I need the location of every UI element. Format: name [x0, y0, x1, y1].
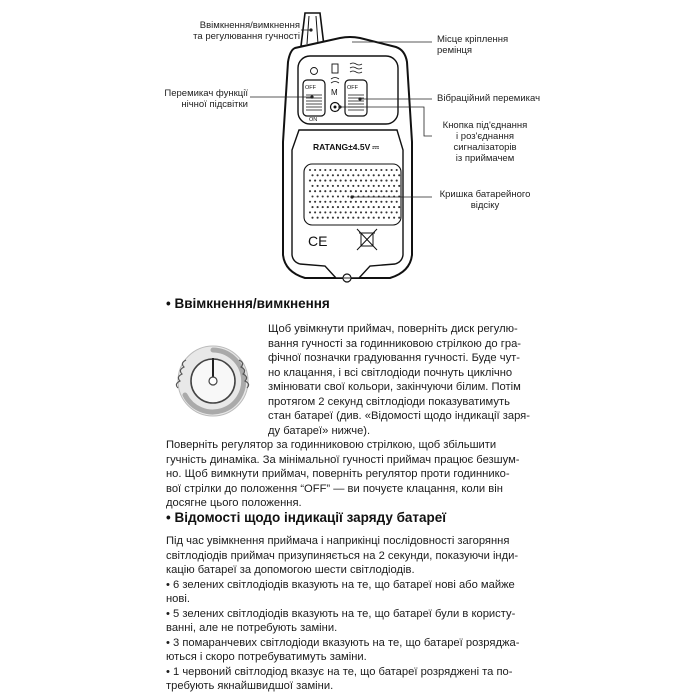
model-label: RATANG±4.5V ⎓ — [313, 142, 380, 152]
section1-intro: Щоб увімкнути приймач, поверніть диск регулю- вання гучності за годинниковою стрілкою до гра- фічної позначки градуювання гучності. Буде чут- но клацання, і всі світлодіоди почнуть циклічно змінювати свої кольори, закінчуючи білим. Потім протягом 2 секунд світлодіоди показуватимуть стан батареї (див. «Відомості щодо індикації заря- ду батареї» нижче). — [268, 323, 530, 437]
label-night-light: Перемикач функції нічної підсвітки — [164, 88, 248, 110]
label-vibration: Вібраційний перемикач — [437, 93, 541, 104]
m-letter: M — [331, 88, 338, 97]
off-text-right: OFF — [347, 85, 358, 91]
section2-body: Під час увімкнення приймача і наприкінці послідовності загоряння світлодіодів приймач призупиняється на 2 секунди, показуючи інди- кацію батареї за допомогою шести світлодіодів. • 6 зелених світлодіодів вказують на те, що батареї нові або майже нові. • 5 зелених світлодіодів вказують на те, що батареї були в користу- ванні, але не потребують заміни. • 3 помаранчевих світлодіоди вказують на те, що батареї розряджа- ються і скоро потребуватимуть заміни. • 1 червоний світлодіод вказує на те, що батареї розряджені та по- требують якнайшвидшої заміни. — [166, 535, 520, 692]
ce-mark: CE — [308, 233, 328, 249]
receiver-diagram — [0, 0, 700, 300]
on-text: ON — [309, 117, 318, 123]
section1-body: Поверніть регулятор за годинниковою стрілкою, щоб збільшити гучність динаміка. За мінімальної гучності приймач працює безшум- но. Щоб вимкнути приймач, поверніть регулятор проти годиннико- вої стрілки до положення “OFF” — ви почуєте клацання, коли він досягне цього положення. — [166, 439, 520, 509]
speaker-grille — [304, 164, 401, 225]
label-battery-cover: Кришка батарейного відсіку — [439, 189, 531, 211]
section1-heading: • Ввімкнення/вимкнення — [166, 296, 330, 311]
section2-heading: • Відомості щодо індикації заряду батареї — [166, 510, 447, 525]
off-text: OFF — [305, 85, 316, 91]
label-power-volume: Ввімкнення/вимкнення та регулювання гучності — [193, 20, 300, 42]
label-strap-mount: Місце кріплення ремінця — [437, 34, 509, 56]
label-pairing-button: Кнопка під'єднання і роз'єднання сигналізаторів із приймачем — [442, 120, 528, 164]
